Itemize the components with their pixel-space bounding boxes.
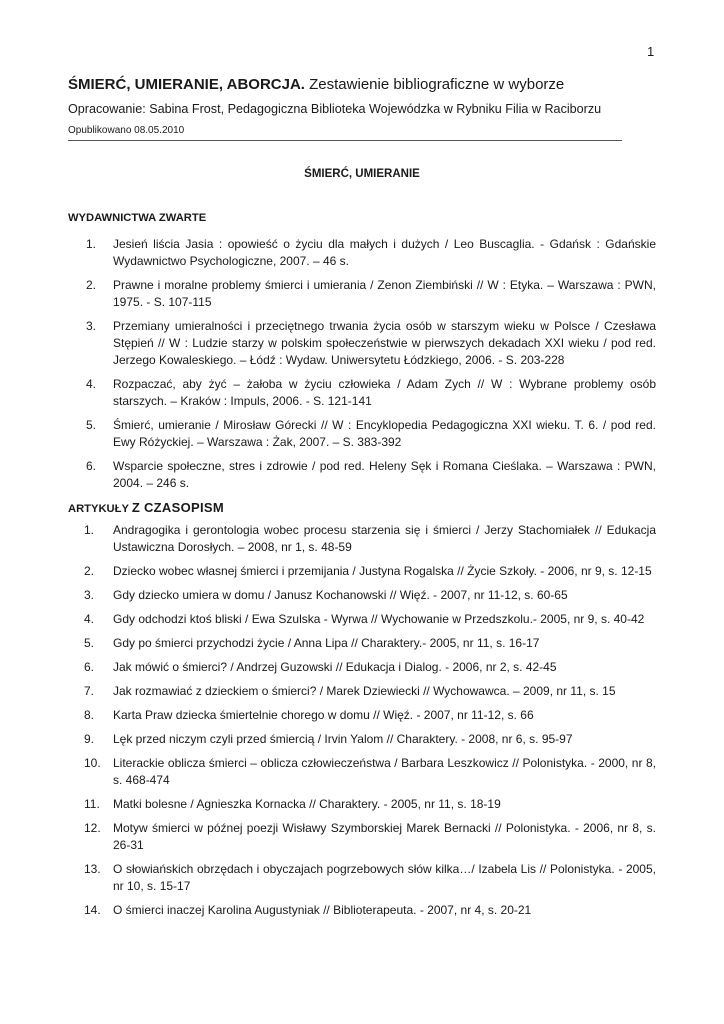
item-number: 6. <box>86 459 97 473</box>
item-number: 6. <box>84 660 95 674</box>
page-number: 1 <box>647 44 655 59</box>
item-number: 7. <box>84 684 95 698</box>
list-item <box>68 731 656 748</box>
list-item <box>68 635 656 652</box>
item-number: 12. <box>84 821 101 835</box>
list-item <box>68 611 656 628</box>
articles-heading-big: Z CZASOPISM <box>131 500 224 515</box>
item-text: Przemiany umieralności i przeciętnego trwania życia osób w starszym wieku w Polsce / Czesława Stępień // W : Ludzie starzy w polskim społeczeństwie w pierwszych dekadach XXI wieku / pod red. Jerzego Kowaleskiego. – Łódź : Wydaw. Uniwersytetu Łódzkiego, 2006. - S. 203-228 <box>113 319 656 367</box>
list-item <box>68 683 656 700</box>
item-number: 2. <box>84 564 95 578</box>
item-text: Wsparcie społeczne, stres i zdrowie / pod red. Heleny Sęk i Romana Cieślaka. – Warszawa : PWN, 2004. – 246 s. <box>113 459 656 490</box>
item-number: 5. <box>86 418 97 432</box>
item-text: Prawne i moralne problemy śmierci i umierania / Zenon Ziembiński // W : Etyka. – Warszawa : PWN, 1975. - S. 107-115 <box>113 278 656 309</box>
item-number: 11. <box>84 797 100 811</box>
item-number: 13. <box>84 862 101 876</box>
item-text: Literackie oblicza śmierci – oblicza człowieczeństwa / Barbara Leszkowicz // Polonistyka. - 2000, nr 8, s. 468-474 <box>113 756 656 787</box>
item-text: Jesień liścia Jasia : opowieść o życiu dla małych i dużych / Leo Buscaglia. - Gdańsk : Gdańskie Wydawnictwo Psychologiczne, 2007. – 46 s. <box>113 237 656 268</box>
articles-heading-small: ARTYKUŁY <box>68 503 129 515</box>
item-text: Gdy odchodzi ktoś bliski / Ewa Szulska - Wyrwa // Wychowanie w Przedszkolu.- 2005, nr 9, s. 40-42 <box>113 612 645 626</box>
item-text: O śmierci inaczej Karolina Augustyniak // Biblioterapeuta. - 2007, nr 4, s. 20-21 <box>113 903 532 917</box>
item-text: O słowiańskich obrzędach i obyczajach pogrzebowych słów kilka…/ Izabela Lis // Polonistyka. - 2005, nr 10, s. 15-17 <box>113 862 656 893</box>
list-item <box>68 376 656 410</box>
item-number: 3. <box>84 588 95 602</box>
item-number: 14. <box>84 903 101 917</box>
document-title <box>68 76 564 93</box>
item-number: 4. <box>86 377 97 391</box>
list-item <box>68 659 656 676</box>
list-item <box>68 522 656 556</box>
item-text: Motyw śmierci w późnej poezji Wisławy Szymborskiej Marek Bernacki // Polonistyka. - 2006, nr 8, s. 26-31 <box>113 821 656 852</box>
title-bold: ŚMIERĆ, UMIERANIE, ABORCJA. <box>68 76 305 93</box>
list-item <box>68 820 656 854</box>
list-item <box>68 707 656 724</box>
list-item <box>68 861 656 895</box>
list-item <box>68 755 656 789</box>
item-number: 5. <box>84 636 95 650</box>
published-date: Opublikowano 08.05.2010 <box>68 125 185 136</box>
list-item <box>68 236 656 270</box>
item-number: 10. <box>84 756 101 770</box>
item-text: Lęk przed niczym czyli przed śmiercią / Irvin Yalom // Charaktery. - 2008, nr 6, s. 95-97 <box>113 732 573 746</box>
item-text: Gdy dziecko umiera w domu / Janusz Kochanowski // Więź. - 2007, nr 11-12, s. 60-65 <box>113 588 568 602</box>
list-item <box>68 587 656 604</box>
list-item <box>68 417 656 451</box>
books-heading: WYDAWNICTWA ZWARTE <box>68 212 207 224</box>
articles-heading <box>68 500 224 515</box>
item-number: 9. <box>84 732 95 746</box>
item-number: 4. <box>84 612 95 626</box>
articles-list <box>68 522 656 926</box>
item-number: 1. <box>84 523 95 537</box>
item-text: Jak mówić o śmierci? / Andrzej Guzowski // Edukacja i Dialog. - 2006, nr 2, s. 42-45 <box>113 660 557 674</box>
document-subtitle: Opracowanie: Sabina Frost, Pedagogiczna Biblioteka Wojewódzka w Rybniku Filia w Raciborzu <box>68 102 602 116</box>
list-item <box>68 902 656 919</box>
item-number: 8. <box>84 708 95 722</box>
list-item <box>68 318 656 369</box>
list-item <box>68 458 656 492</box>
list-item <box>68 796 656 813</box>
books-list <box>68 236 656 499</box>
header-rule <box>68 140 622 141</box>
item-number: 1. <box>86 237 97 251</box>
title-rest: Zestawienie bibliograficzne w wyborze <box>304 76 565 93</box>
section-title: ŚMIERĆ, UMIERANIE <box>304 168 420 180</box>
item-text: Jak rozmawiać z dzieckiem o śmierci? / Marek Dziewiecki // Wychowawca. – 2009, nr 11, s. 15 <box>113 684 616 698</box>
item-text: Śmierć, umieranie / Mirosław Górecki // W : Encyklopedia Pedagogiczna XXI wieku. T. 6. / pod red. Ewy Różyckiej. – Warszawa : Żak, 2007. – S. 383-392 <box>113 418 656 449</box>
list-item <box>68 277 656 311</box>
item-text: Karta Praw dziecka śmiertelnie chorego w domu // Więź. - 2007, nr 11-12, s. 66 <box>113 708 534 722</box>
item-text: Rozpaczać, aby żyć – żałoba w życiu człowieka / Adam Zych // W : Wybrane problemy osób starszych. – Kraków : Impuls, 2006. - S. 121-141 <box>113 377 656 408</box>
item-text: Matki bolesne / Agnieszka Kornacka // Charaktery. - 2005, nr 11, s. 18-19 <box>113 797 501 811</box>
item-number: 2. <box>86 278 97 292</box>
item-number: 3. <box>86 319 97 333</box>
list-item <box>68 563 656 580</box>
item-text: Dziecko wobec własnej śmierci i przemijania / Justyna Rogalska // Życie Szkoły. - 2006, nr 9, s. 12-15 <box>113 564 652 578</box>
item-text: Gdy po śmierci przychodzi życie / Anna Lipa // Charaktery.- 2005, nr 11, s. 16-17 <box>113 636 540 650</box>
item-text: Andragogika i gerontologia wobec procesu starzenia się i śmierci / Jerzy Stachomiałek // Edukacja Ustawiczna Dorosłych. – 2008, nr 1, s. 48-59 <box>113 523 656 554</box>
